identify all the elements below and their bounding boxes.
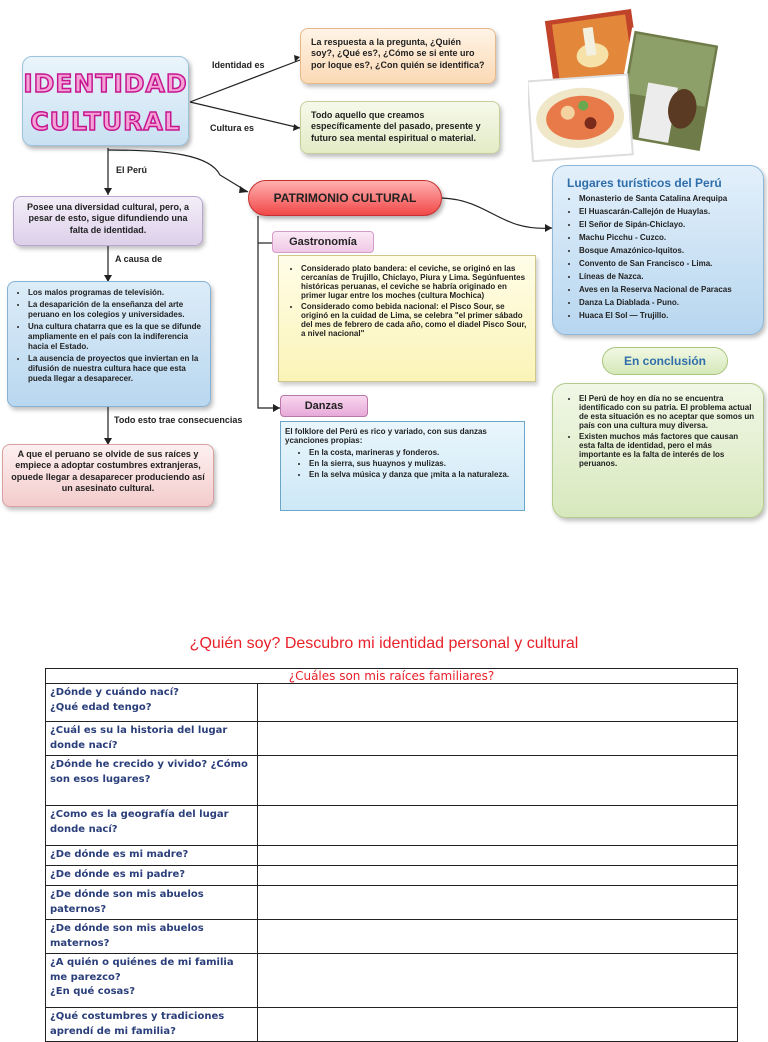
gastronomia-item: • Considerado como bebida nacional: el Pisco Sour, se originó en la cuidad de Lima, se celebra "el primer sábado del mes de febrero de cada año, como el diadel Pisco Sour, a nivel nacional"	[301, 302, 529, 338]
link-label-identidad: Identidad es	[212, 60, 265, 70]
answer-cell[interactable]	[258, 722, 738, 756]
table-question: ¿De dónde es mi madre?	[46, 846, 258, 866]
danzas-intro: El folklore del Perú es rico y variado, con sus danzas ycanciones propias:	[285, 427, 487, 445]
answer-cell[interactable]	[258, 756, 738, 806]
lugares-turisticos-box	[552, 165, 764, 335]
answer-cell[interactable]	[258, 806, 738, 846]
conclusion-item: • Existen muchos más factores que causan esta falta de identidad, pero el más importante es la falta de interés de los peruanos.	[579, 432, 755, 468]
link-label-cultura: Cultura es	[210, 123, 255, 133]
lugar-item: • Aves en la Reserva Nacional de Paracas	[579, 285, 763, 294]
lugar-item: • Bosque Amazónico-Iquitos.	[579, 246, 763, 255]
lugar-item: • Danza La Diablada - Puno.	[579, 298, 763, 307]
peru-description: Posee una diversidad cultural, pero, a pesar de esto, sigue difundiendo una falta de identidad.	[13, 196, 203, 246]
table-question: ¿A quién o quiénes de mi familia me parezco? ¿En qué cosas?	[46, 954, 258, 1008]
conclusion-box	[552, 383, 764, 518]
lugares-title: Lugares turísticos del Perú	[567, 176, 722, 190]
danza-item: • En la costa, marineras y fonderos.	[309, 448, 524, 457]
answer-cell[interactable]	[258, 684, 738, 722]
link-label-consecuencias: Todo esto trae consecuencias	[114, 415, 243, 425]
map-title-line2: CULTURAL	[30, 107, 181, 136]
map-title-line1: IDENTIDAD	[23, 69, 188, 98]
lugar-item: • Monasterio de Santa Catalina Arequipa	[579, 194, 763, 203]
table-question: ¿De dónde es mi padre?	[46, 866, 258, 886]
gastronomia-item: • Considerado plato bandera: el ceviche, se originó en las cercanías de Trujillo, Chiclayo, Piura y Lima. Segúnfuentes históricas peruanas, el ceviche se habría originado en primer lugar entre los moches (cultura Mochica)	[301, 264, 529, 300]
map-title-box	[22, 56, 189, 146]
patrimonio-cultural-node: PATRIMONIO CULTURAL	[248, 180, 442, 216]
cause-item: • Una cultura chatarra que es la que se difunde ampliamente en el país con la indiferencia hacia el Estado.	[28, 322, 206, 352]
cause-item: • Los malos programas de televisión.	[28, 288, 206, 298]
danzas-box	[280, 421, 525, 511]
danza-item: • En la selva música y danza que ¡mita a la naturaleza.	[309, 470, 524, 479]
cultura-definition: Todo aquello que creamos específicamente del pasado, presente y futuro sea mental espiritual o material.	[300, 101, 500, 154]
conclusion-title: En conclusión	[602, 347, 728, 375]
lugar-item: • Huaca El Sol — Trujillo.	[579, 311, 763, 320]
answer-cell[interactable]	[258, 1008, 738, 1042]
table-question: ¿Dónde y cuándo nací? ¿Qué edad tengo?	[46, 684, 258, 722]
worksheet-title: ¿Quién soy? Descubro mi identidad personal y cultural	[189, 635, 579, 652]
conclusion-item: • El Perú de hoy en día no se encuentra identificado con su patria. El problema actual de esta situación es no aceptar que somos un país con una cultura muy diversa.	[579, 394, 755, 430]
lugar-item: • El Huascarán-Callejón de Huaylas.	[579, 207, 763, 216]
table-question: ¿Dónde he crecido y vivido? ¿Cómo son esos lugares?	[46, 756, 258, 806]
answer-cell[interactable]	[258, 920, 738, 954]
consequence-box: A que el peruano se olvide de sus raíces y empiece a adoptar costumbres extranjeras, opuede llegar a desaparecer produciendo así un asesinato cultural.	[2, 444, 214, 507]
gastronomia-box	[278, 255, 536, 382]
link-label-peru: El Perú	[116, 165, 148, 175]
roots-table	[45, 668, 738, 1042]
link-label-causa: A causa de	[115, 254, 163, 264]
lugar-item: • Convento de San Francisco - Lima.	[579, 259, 763, 268]
answer-cell[interactable]	[258, 866, 738, 886]
table-question: ¿De dónde son mis abuelos maternos?	[46, 920, 258, 954]
answer-cell[interactable]	[258, 954, 738, 1008]
cause-item: • La desaparición de la enseñanza del arte peruano en los colegios y universidades.	[28, 300, 206, 320]
answer-cell[interactable]	[258, 846, 738, 866]
danzas-label: Danzas	[280, 395, 368, 417]
cause-item: • La ausencia de proyectos que inviertan en la difusión de nuestra cultura hace que esta pueda llegar a desaparecer.	[28, 354, 206, 384]
lugar-item: • El Señor de Sipán-Chiclayo.	[579, 220, 763, 229]
lugar-item: • Machu Picchu - Cuzco.	[579, 233, 763, 242]
table-question: ¿De dónde son mis abuelos paternos?	[46, 886, 258, 920]
table-question: ¿Cuál es su la historia del lugar donde nací?	[46, 722, 258, 756]
lugar-item: • Líneas de Nazca.	[579, 272, 763, 281]
table-header: ¿Cuáles son mis raíces familiares?	[46, 669, 738, 684]
table-question: ¿Qué costumbres y tradiciones aprendí de mi familia?	[46, 1008, 258, 1042]
culture-photo-collage	[528, 6, 718, 162]
gastronomia-label: Gastronomía	[272, 231, 374, 253]
danza-item: • En la sierra, sus huaynos y mulizas.	[309, 459, 524, 468]
table-question: ¿Como es la geografía del lugar donde nací?	[46, 806, 258, 846]
identidad-definition: La respuesta a la pregunta, ¿Quién soy?, ¿Qué es?, ¿Cómo se si ente uro por loque es?, ¿Con quién se identifica?	[300, 28, 496, 84]
answer-cell[interactable]	[258, 886, 738, 920]
causes-box	[7, 281, 211, 407]
